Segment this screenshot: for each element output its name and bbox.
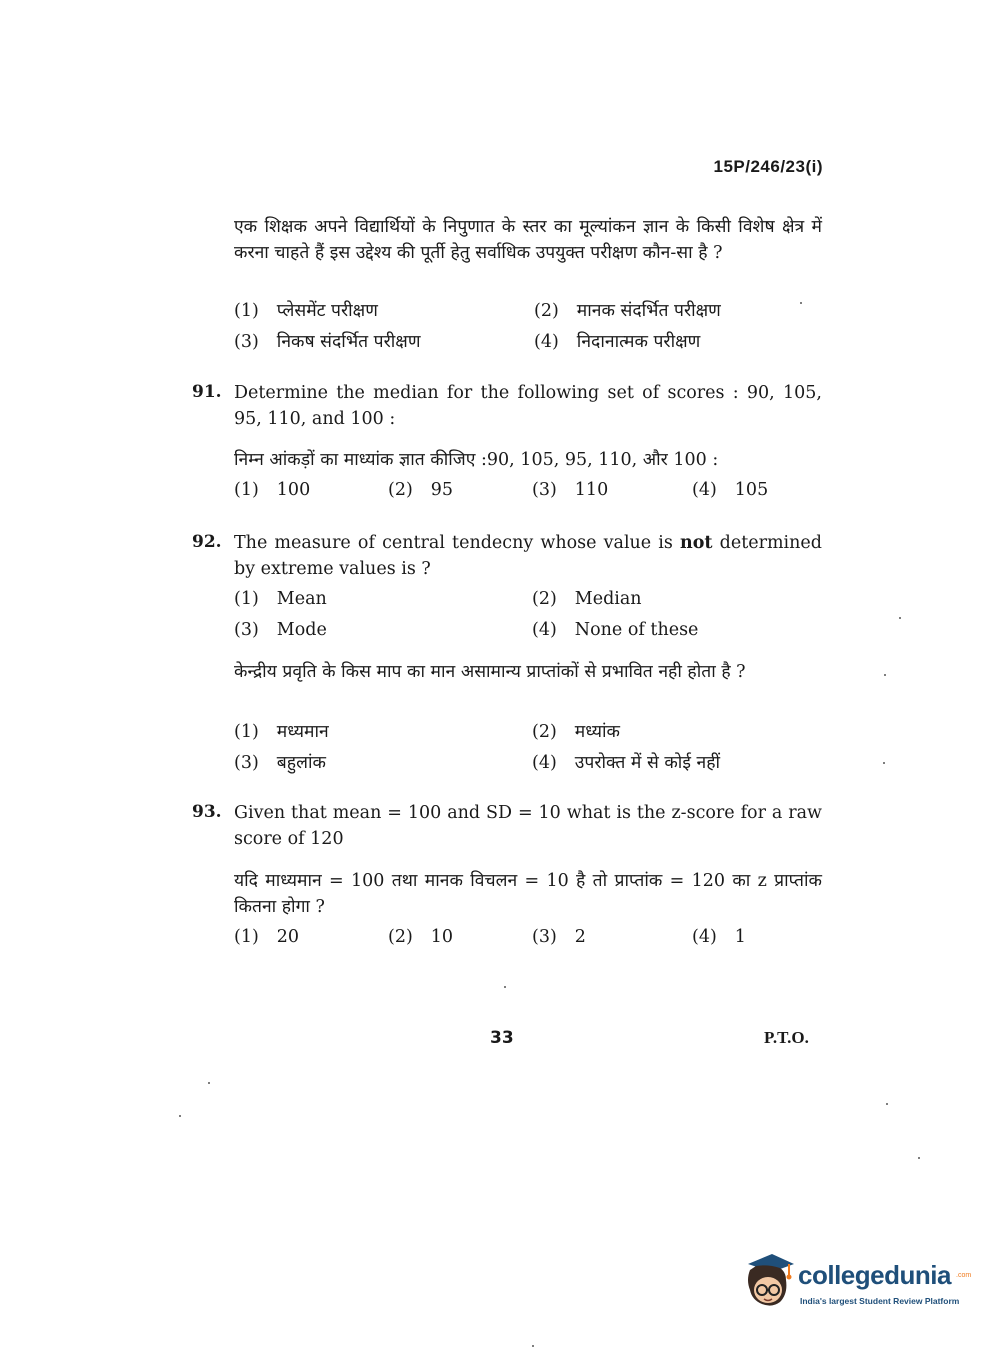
- q91-option-4: [692, 480, 768, 500]
- option-number: (4): [534, 332, 559, 352]
- option-text: Mode: [276, 620, 327, 640]
- option-number: (4): [532, 620, 557, 640]
- brand-domain-suffix: .com: [956, 1272, 972, 1279]
- scan-speck: [504, 986, 506, 988]
- option-number: (3): [532, 480, 557, 500]
- option-text: मानक संदर्भित परीक्षण: [576, 301, 721, 321]
- q91-number: 91.: [192, 382, 222, 402]
- option-number: (1): [234, 301, 259, 321]
- q92-option-hi-4: [532, 750, 720, 774]
- mascot-icon: [742, 1250, 798, 1308]
- option-number: (4): [532, 753, 557, 773]
- option-text: None of these: [574, 620, 699, 640]
- q90-option-1: [234, 298, 378, 322]
- q92-option-hi-3: [234, 750, 326, 774]
- q93-option-3: [532, 927, 586, 947]
- option-text: निदानात्मक परीक्षण: [576, 332, 701, 352]
- option-number: (1): [234, 480, 259, 500]
- paper-code: 15P/246/23(i): [713, 157, 823, 176]
- q91-hindi: निम्न आंकड़ों का माध्यांक ज्ञात कीजिए :90, 105, 95, 110, और 100 :: [234, 450, 719, 470]
- option-number: (1): [234, 927, 259, 947]
- option-text: मध्यमान: [276, 722, 329, 742]
- q90-option-4: [534, 329, 700, 353]
- scan-speck: [532, 1345, 534, 1347]
- q92-option-en-4: [532, 620, 698, 640]
- scan-speck: [899, 617, 901, 619]
- option-text: 95: [430, 480, 454, 500]
- option-number: (4): [692, 927, 717, 947]
- q92-number: 92.: [192, 532, 222, 552]
- scan-speck: [800, 302, 802, 304]
- brand-name: collegedunia: [798, 1260, 951, 1290]
- q93-option-2: [388, 927, 453, 947]
- q93-option-4: [692, 927, 746, 947]
- option-number: (2): [532, 722, 557, 742]
- option-number: (2): [388, 927, 413, 947]
- option-text: 2: [574, 927, 586, 947]
- option-number: (1): [234, 589, 259, 609]
- q93-option-1: [234, 927, 299, 947]
- option-text: मध्यांक: [574, 722, 620, 742]
- option-number: (2): [388, 480, 413, 500]
- option-number: (3): [234, 753, 259, 773]
- q93-number: 93.: [192, 802, 222, 822]
- option-number: (2): [534, 301, 559, 321]
- collegedunia-watermark: [742, 1250, 972, 1310]
- option-text: 105: [734, 480, 769, 500]
- q92-option-hi-1: [234, 719, 329, 743]
- q91-option-2: [388, 480, 453, 500]
- option-text: Mean: [276, 589, 327, 609]
- q92-english-pre: The measure of central tendecny whose value is: [234, 533, 673, 553]
- q92-option-en-2: [532, 589, 642, 609]
- scan-speck: [883, 762, 885, 764]
- q92-english-post: determined by extreme values is ?: [234, 533, 822, 579]
- option-text: 100: [276, 480, 311, 500]
- page-number: 33: [490, 1028, 514, 1048]
- option-text: बहुलांक: [276, 753, 326, 773]
- scan-speck: [179, 1115, 181, 1117]
- q92-hindi: केन्द्रीय प्रवृति के किस माप का मान असामान्य प्राप्तांकों से प्रभावित नही होता है ?: [234, 662, 746, 682]
- q91-option-3: [532, 480, 608, 500]
- q90-hindi-question: एक शिक्षक अपने विद्यार्थियों के निपुणात के स्तर का मूल्यांकन ज्ञान के किसी विशेष क्षेत्र में करना चाहते हैं इस उद्देश्य की पूर्ती हेतु सर्वाधिक उपयुक्त परीक्षण कौन-सा है ?: [234, 217, 822, 263]
- scan-speck: [208, 1082, 210, 1084]
- q92-english-emphasis: not: [680, 533, 713, 553]
- pto-label: P.T.O.: [764, 1028, 809, 1047]
- option-number: (1): [234, 722, 259, 742]
- option-text: प्लेसमेंट परीक्षण: [276, 301, 378, 321]
- option-number: (2): [532, 589, 557, 609]
- brand-tagline: India's largest Student Review Platform: [800, 1296, 960, 1306]
- option-text: 10: [430, 927, 454, 947]
- option-number: (3): [234, 620, 259, 640]
- option-number: (4): [692, 480, 717, 500]
- q90-option-3: [234, 329, 420, 353]
- q93-english: Given that mean = 100 and SD = 10 what is the z-score for a raw score of 120: [234, 803, 822, 849]
- scan-speck: [884, 674, 886, 676]
- q91-english: Determine the median for the following set of scores : 90, 105, 95, 110, and 100 :: [234, 383, 822, 429]
- q93-hindi: यदि माध्यमान = 100 तथा मानक विचलन = 10 है तो प्राप्तांक = 120 का z प्राप्तांक कितना होगा ?: [234, 871, 822, 917]
- option-text: निकष संदर्भित परीक्षण: [276, 332, 421, 352]
- option-text: उपरोक्त में से कोई नहीं: [574, 753, 721, 773]
- option-number: (3): [532, 927, 557, 947]
- option-text: 1: [734, 927, 746, 947]
- option-text: Median: [574, 589, 642, 609]
- option-number: (3): [234, 332, 259, 352]
- q91-option-1: [234, 480, 310, 500]
- q92-english: [234, 530, 822, 582]
- q90-option-2: [534, 298, 721, 322]
- q92-option-en-1: [234, 589, 327, 609]
- option-text: 20: [276, 927, 300, 947]
- scan-speck: [886, 1103, 888, 1105]
- q92-option-en-3: [234, 620, 327, 640]
- scan-speck: [918, 1157, 920, 1159]
- option-text: 110: [574, 480, 609, 500]
- q92-option-hi-2: [532, 719, 620, 743]
